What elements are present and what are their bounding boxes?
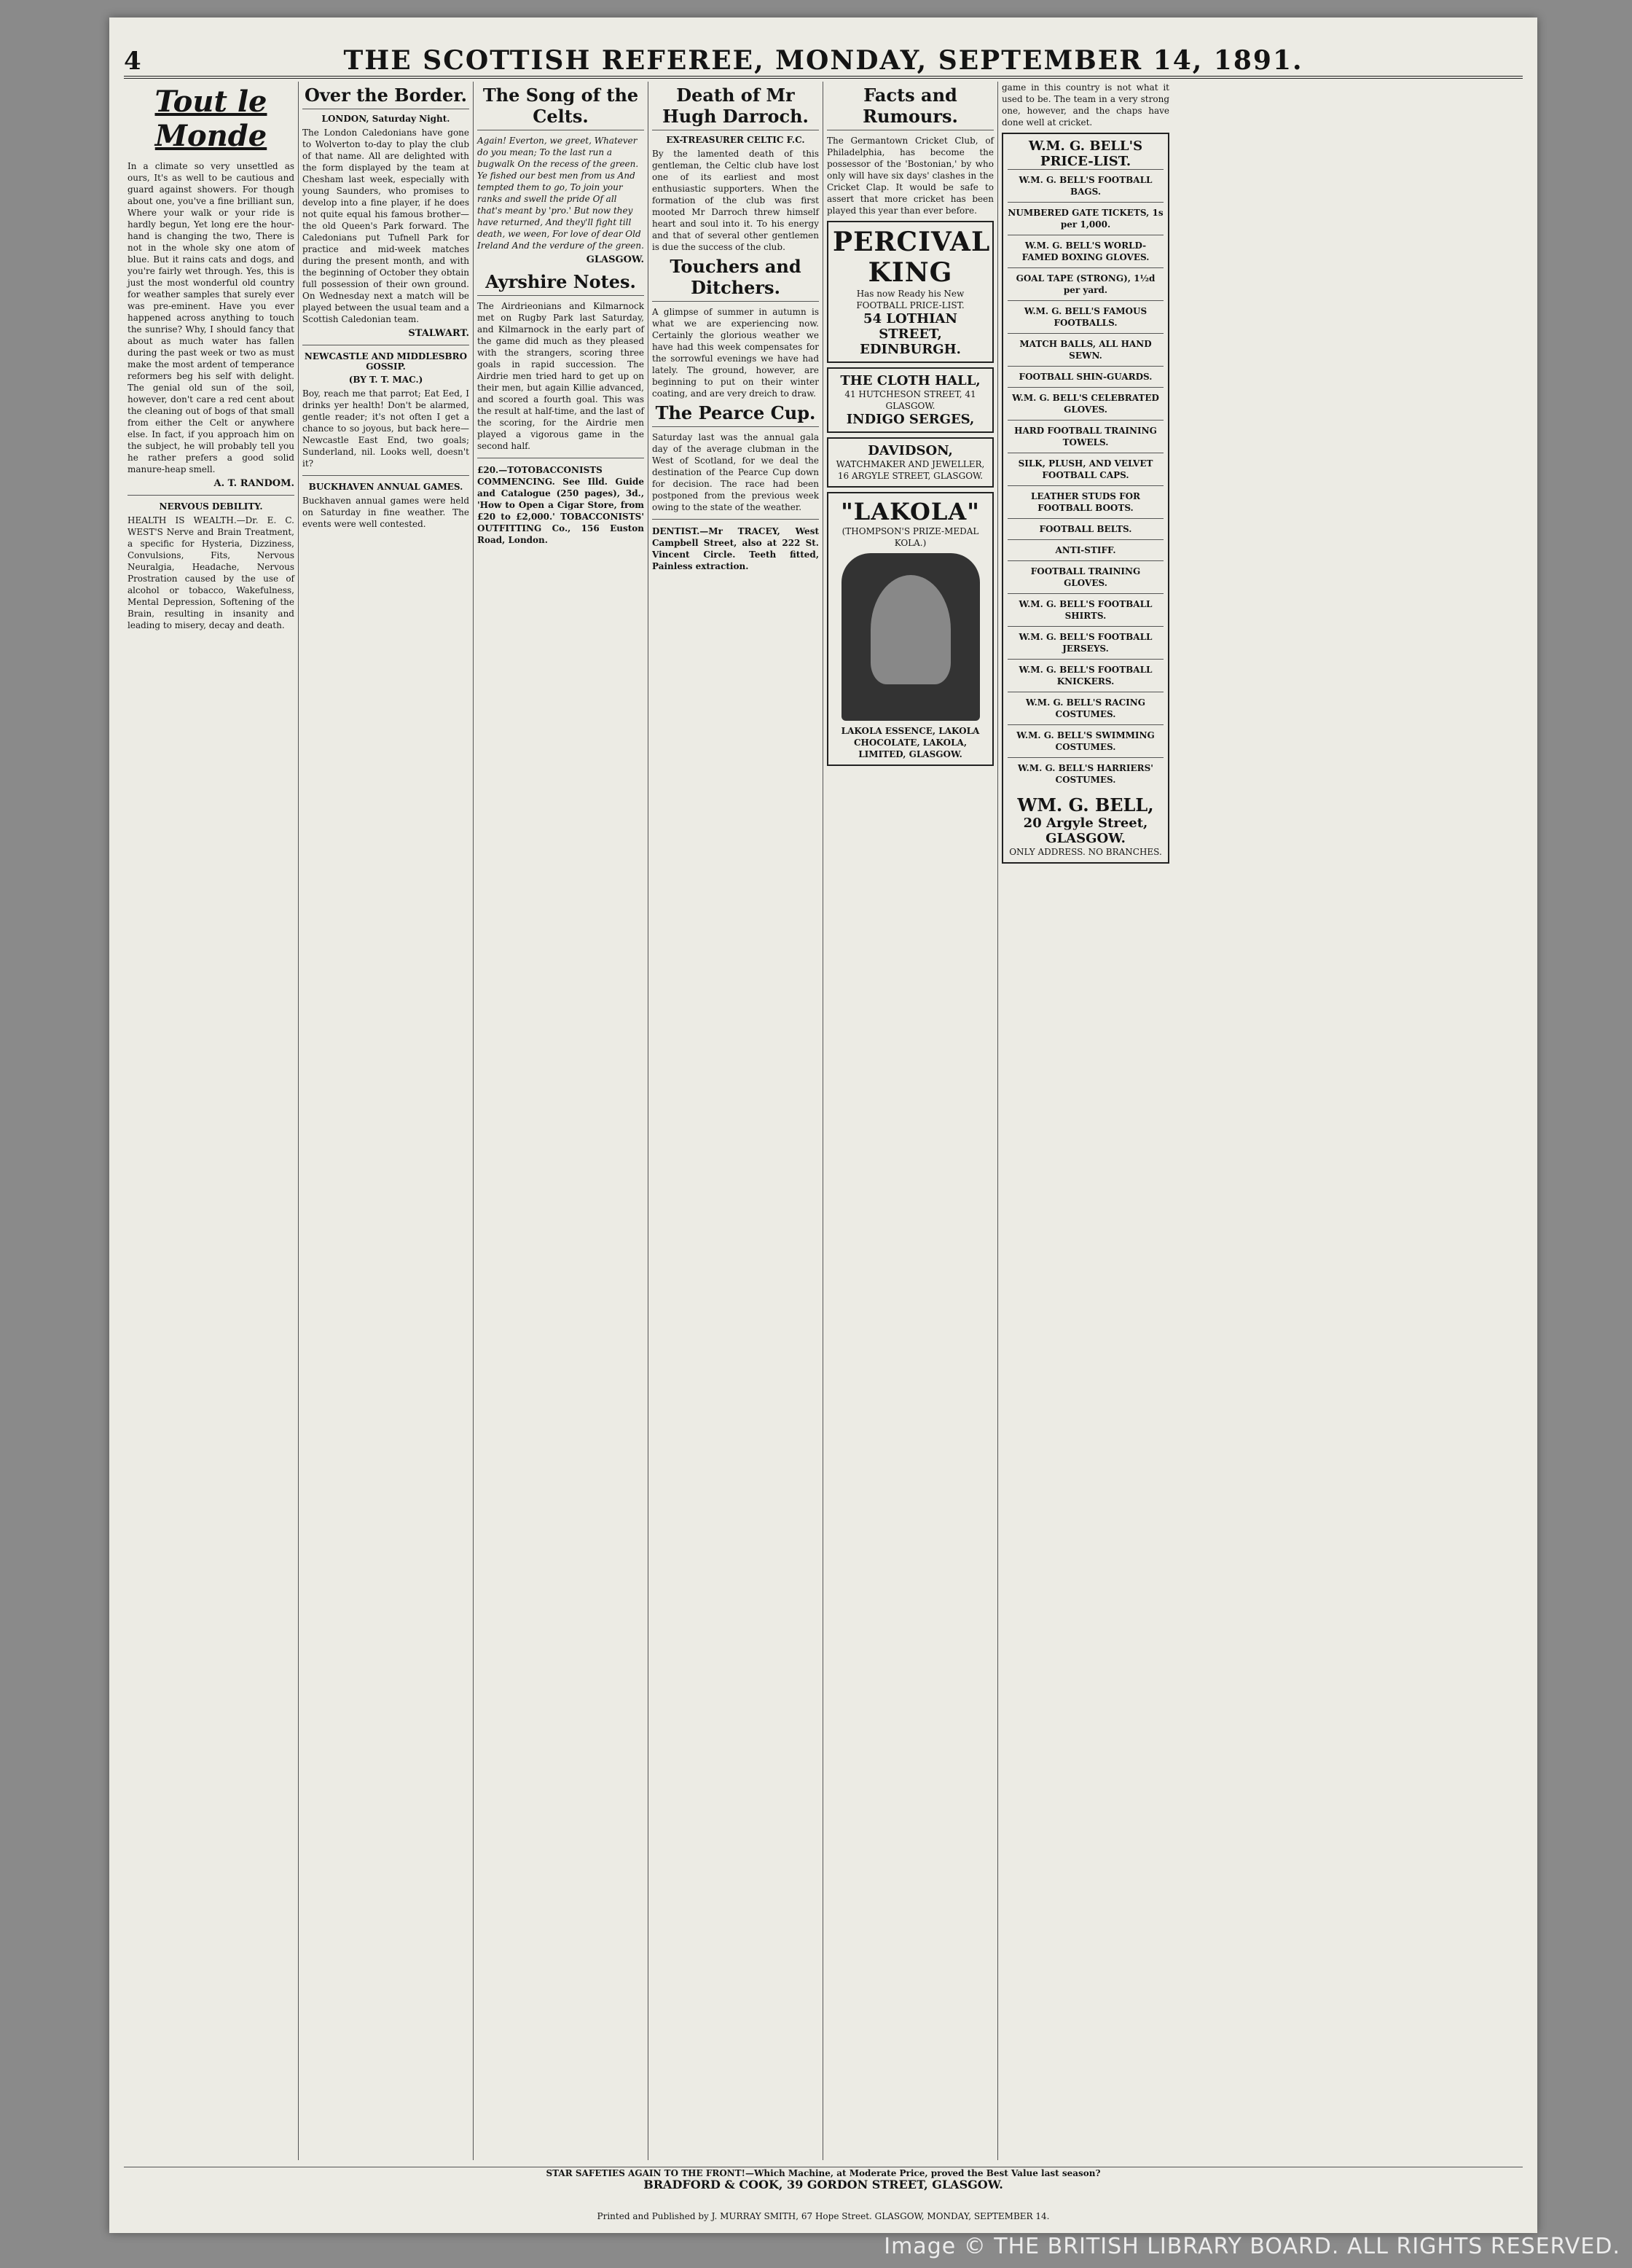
advert-tobacconists: £20.—TOTOBACCONISTS COMMENCING. See Illd. Guide and Catalogue (250 pages), 3d., 'How to Open a Cigar Store, from £20 to £2,000.' TOBACCONISTS' OUTFITTING Co., 156 Euston Road, London. — [477, 465, 644, 545]
column-2 — [299, 82, 474, 2160]
dateline: LONDON, Saturday Night. — [321, 114, 450, 124]
price-list-item: GOAL TAPE (STRONG), 1½d per yard. — [1008, 267, 1164, 300]
column-5 — [823, 82, 998, 2160]
masthead — [124, 29, 1523, 79]
column-heading-ayrshire-notes: Ayrshire Notes. — [477, 271, 644, 296]
price-list-item: LEATHER STUDS FOR FOOTBALL BOOTS. — [1008, 485, 1164, 518]
sub-heading: BUCKHAVEN ANNUAL GAMES. — [308, 482, 463, 492]
statue-illustration — [842, 553, 980, 721]
advert-wm-g-bell — [1002, 133, 1169, 864]
price-list-item: W.M. G. BELL'S FOOTBALL BAGS. — [1008, 169, 1164, 202]
price-list-item: ANTI-STIFF. — [1008, 539, 1164, 560]
article-text: By the lamented death of this gentleman, the Celtic club have lost one of its earliest and most enthusiastic supporters. When the formation of the club was first mooted Mr Darroch threw himself heart and soul into it. To his energy and that of several other gentlemen is due the success of the club. — [652, 149, 819, 252]
article-text: The Germantown Cricket Club, of Philadelphia, has become the possessor of the 'Bostonian,' by who only will have six days' clashes in the Cricket Clap. It would be safe to assert that more cricket has been played this year than ever before. — [827, 136, 994, 216]
bottom-advert-address: BRADFORD & COOK, 39 GORDON STREET, GLASGOW. — [643, 2178, 1003, 2191]
price-list-item: W.M. G. BELL'S FOOTBALL JERSEYS. — [1008, 626, 1164, 659]
advert-address: 54 LOTHIAN STREET, EDINBURGH. — [860, 311, 961, 357]
advert-percival-king — [827, 221, 994, 363]
article-text: The Airdrieonians and Kilmarnock met on Rugby Park last Saturday, and Kilmarnock in the early part of the game did much as they pleased with the strangers, scoring three goals in rapid succession. The Airdrie men tried hard to get up on their men, but again Killie advanced, and scored a fourth goal. This was the result at half-time, and the last of the scoring, for the Airdrie men played a vigorous game in the second half. — [477, 301, 644, 451]
price-list-item: FOOTBALL TRAINING GLOVES. — [1008, 560, 1164, 593]
article-text: Buckhaven annual games were held on Saturday in fine weather. The events were well contested. — [302, 496, 469, 529]
column-heading-facts-and-rumours: Facts and Rumours. — [827, 85, 994, 130]
article-text: A glimpse of summer in autumn is what we are experiencing now. Certainly the glorious weather we have had this week compensates for the sorrowful evenings we have had lately. The ground, however, are beginning to put on their winter coating, and are very dreich to draw. — [652, 307, 819, 399]
column-heading-touchers-and-ditchers: Touchers and Ditchers. — [652, 256, 819, 302]
advert-name: W.M. G. BELL'S PRICE-LIST. — [1028, 138, 1143, 169]
price-list-item: FOOTBALL SHIN-GUARDS. — [1008, 366, 1164, 387]
columns — [124, 82, 1523, 2160]
advert-address: 41 HUTCHESON STREET, 41 GLASGOW. — [844, 389, 976, 411]
newspaper-page — [109, 17, 1537, 2233]
column-heading-over-the-border: Over the Border. — [302, 85, 469, 109]
article-text: Boy, reach me that parrot; Eat Eed, I drinks yer health! Don't be alarmed, gentle reader; it's not often I get a chance to so joyous, but back here—Newcastle East End, two goals; Sunderland, nil. Looks well, doesn't it? — [302, 388, 469, 469]
price-list-item: MATCH BALLS, ALL HAND SEWN. — [1008, 333, 1164, 366]
byline: STALWART. — [408, 328, 469, 339]
advert-lakola — [827, 492, 994, 766]
price-list — [1008, 169, 1164, 790]
advert-line: LAKOLA ESSENCE, LAKOLA CHOCOLATE, LAKOLA, LIMITED, GLASGOW. — [841, 726, 980, 759]
price-list-item: FOOTBALL BELTS. — [1008, 518, 1164, 539]
sub-heading: EX-TREASURER CELTIC F.C. — [666, 135, 805, 145]
advert-name: DAVIDSON, — [868, 443, 953, 458]
price-list-item: W.M. G. BELL'S HARRIERS' COSTUMES. — [1008, 757, 1164, 790]
advert-address: 20 Argyle Street, GLASGOW. — [1023, 816, 1148, 846]
advert-subtitle: (THOMPSON'S PRIZE-MEDAL KOLA.) — [842, 526, 979, 548]
price-list-item: SILK, PLUSH, AND VELVET FOOTBALL CAPS. — [1008, 453, 1164, 485]
price-list-item: HARD FOOTBALL TRAINING TOWELS. — [1008, 420, 1164, 453]
article-text: game in this country is not what it used to be. The team in a very strong one, however, and the chaps have done well at cricket. — [1002, 82, 1169, 128]
bottom-advert — [124, 2167, 1523, 2204]
sub-heading: NERVOUS DEBILITY. — [159, 501, 263, 512]
column-6 — [998, 82, 1173, 2160]
column-heading-pearce-cup: The Pearce Cup. — [652, 402, 819, 427]
column-4 — [648, 82, 823, 2160]
advert-line: INDIGO SERGES, — [846, 412, 975, 427]
bottom-advert-line: STAR SAFETIES AGAIN TO THE FRONT!—Which Machine, at Moderate Price, proved the Best Value last season? — [546, 2168, 1101, 2178]
page-number: 4 — [124, 47, 141, 76]
column-1 — [124, 82, 299, 2160]
copyright-watermark: Image © THE BRITISH LIBRARY BOARD. ALL RIGHTS RESERVED. — [884, 2234, 1620, 2259]
column-heading-tout-le-monde: Tout le Monde — [154, 85, 267, 153]
advert-name: PERCIVAL KING — [833, 227, 991, 288]
advert-note: ONLY ADDRESS. NO BRANCHES. — [1009, 847, 1162, 857]
advert-name: THE CLOTH HALL, — [840, 373, 981, 388]
price-list-item: W.M. G. BELL'S FAMOUS FOOTBALLS. — [1008, 300, 1164, 333]
advert-text: HEALTH IS WEALTH.—Dr. E. C. WEST'S Nerve and Brain Treatment, a specific for Hysteria, Dizziness, Convulsions, Fits, Nervous Neuralgia, Headache, Nervous Prostration caused by the use of alcohol or tobacco, Wakefulness, Mental Depression, Softening of the Brain, resulting in insanity and leading to misery, decay and death. — [128, 515, 294, 630]
byline: A. T. RANDOM. — [213, 478, 294, 489]
sub-byline: (BY T. T. MAC.) — [348, 375, 423, 385]
price-list-item: W.M. G. BELL'S CELEBRATED GLOVES. — [1008, 387, 1164, 420]
price-list-item: W.M. G. BELL'S SWIMMING COSTUMES. — [1008, 724, 1164, 757]
advert-dentist: DENTIST.—Mr TRACEY, West Campbell Street, also at 222 St. Vincent Circle. Teeth fitted, Painless extraction. — [652, 526, 819, 571]
column-heading-death-of-darroch: Death of Mr Hugh Darroch. — [652, 85, 819, 130]
article-text: In a climate so very unsettled as ours, It's as well to be cautious and guard against showers. For though about one, you've a fine brilliant sun, Where your walk or your ride is hardly begun, Yet long ere the hour-hand is changing the two, There is not in the whole sky one atom of blue. But it rains cats and dogs, and you're fairly wet through. Yes, this is just the most wonderful old country for weather samples that surely ever was pre-eminent. Have you ever happened across anything to touch the sunrise? Why, I should fancy that about as much water has fallen during the past week or two as must make the most ardent of temperance reformers beg his self with delight. The genial old sun of the soil, however, don't care a red cent about the cleaning out of bogs of that small from either the Celt or anywhere else. In fact, if you approach him on the subject, he will probably tell you he rather prefers a good solid manure-heap smell. — [128, 161, 294, 474]
advert-address: WATCHMAKER AND JEWELLER, 16 ARGYLE STREET, GLASGOW. — [836, 459, 985, 481]
price-list-item: W.M. G. BELL'S WORLD-FAMED BOXING GLOVES. — [1008, 235, 1164, 267]
article-text: Saturday last was the annual gala day of the average clubman in the West of Scotland, for we deal the destination of the Pearce Cup down for decision. The race had been postponed from the previous week owing to the state of the weather. — [652, 432, 819, 512]
newspaper-title: THE SCOTTISH REFEREE, MONDAY, SEPTEMBER 14, 1891. — [343, 45, 1303, 76]
article-text: The London Caledonians have gone to Wolverton to-day to play the club of that name. All are delighted with the form displayed by the team at Chesham last week, especially with young Saunders, who promises to develop into a fine player, if he does not quite equal his famous brother—the old Queen's Park forward. The Caledonians put Tufnell Park for practice and mid-week matches during the present month, and with the beginning of October they obtain full possession of their own ground. On Wednesday next a match will be played between the usual team and a Scottish Caledonian team. — [302, 128, 469, 324]
imprint: Printed and Published by J. MURRAY SMITH, 67 Hope Street. GLASGOW, MONDAY, SEPTEMBER 14. — [597, 2211, 1050, 2221]
advert-line: Has now Ready his New FOOTBALL PRICE-LIST. — [856, 289, 965, 310]
advert-cloth-hall — [827, 367, 994, 433]
price-list-item: NUMBERED GATE TICKETS, 1s per 1,000. — [1008, 202, 1164, 235]
price-list-item: W.M. G. BELL'S FOOTBALL KNICKERS. — [1008, 659, 1164, 692]
poem: Again! Everton, we greet, Whatever do you mean; To the last run a bugwalk On the recess of the green. Ye fished our best men from us And tempted them to go, To join your ranks and swell the pride Of all that's meant by 'pro.' But now they have returned, And they'll fight till death, we ween, For love of dear Old Ireland And the verdure of the green. — [477, 136, 644, 251]
price-list-item: W.M. G. BELL'S RACING COSTUMES. — [1008, 692, 1164, 724]
column-3 — [474, 82, 648, 2160]
price-list-item: W.M. G. BELL'S FOOTBALL SHIRTS. — [1008, 593, 1164, 626]
advert-name: WM. G. BELL, — [1017, 794, 1154, 816]
advert-name: "LAKOLA" — [841, 498, 980, 525]
advert-davidson — [827, 437, 994, 488]
poem-signature: GLASGOW. — [586, 254, 644, 265]
column-heading-song-of-the-celts: The Song of the Celts. — [477, 85, 644, 130]
sub-heading: NEWCASTLE AND MIDDLESBRO GOSSIP. — [304, 351, 468, 372]
